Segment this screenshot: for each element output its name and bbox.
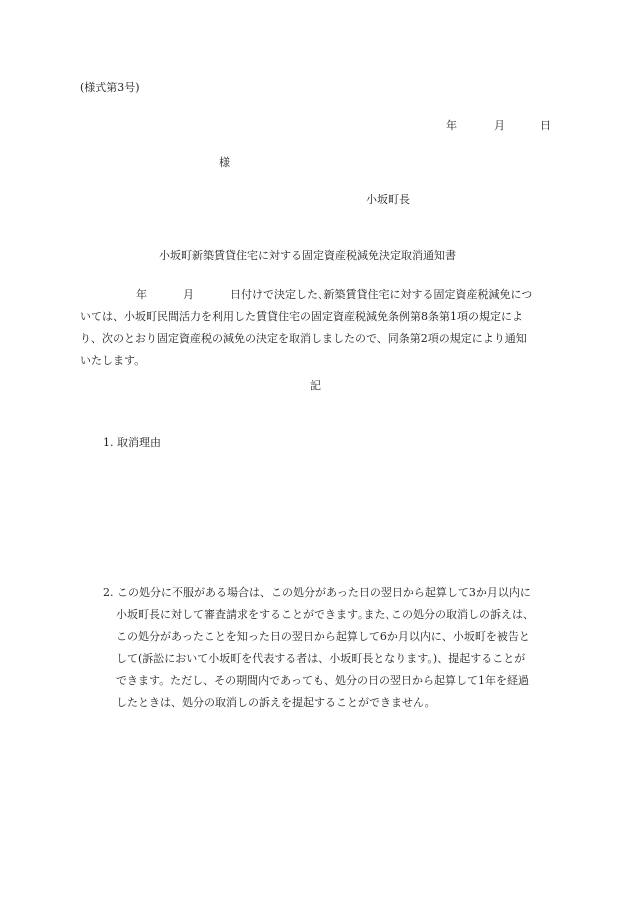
form-number: (様式第3号): [80, 81, 140, 94]
body-line-4: いたします。: [80, 354, 146, 367]
item-2-appeal-notice: [103, 582, 557, 714]
date-day-label: 日: [540, 119, 551, 132]
addressee-suffix: 様: [219, 156, 230, 169]
item-2-line-3: この処分があったことを知った日の翌日から起算して6か月以内に、小坂町を被告と: [116, 630, 530, 643]
item-2-line-5: できます。ただし、その期間内であっても、処分の日の翌日から起算して1年を経過: [116, 674, 530, 687]
item-2-line-1: 2. この処分に不服がある場合は、この処分があった日の翌日から起算して3か月以内に: [103, 586, 531, 599]
date-year-label: 年: [446, 119, 457, 132]
document-title: 小坂町新築賃貸住宅に対する固定資産税減免決定取消通知書: [159, 249, 456, 262]
body-line-1: [80, 284, 555, 306]
body-line-1-text: 日付けで決定した､新築賃貸住宅に対する固定資産税減免につ: [230, 288, 533, 301]
notice-body: [80, 284, 555, 372]
body-month-label: 月: [183, 288, 194, 301]
body-line-2: いては、小坂町民間活力を利用した賃貸住宅の固定資産税減免条例第8条第1項の規定によ: [80, 310, 523, 323]
item-2-line-4: して(訴訟において小坂町を代表する者は、小坂町長となります。)、提起することが: [116, 652, 526, 665]
sender-name: 小坂町長: [366, 193, 410, 206]
body-line-3: り、次のとおり固定資産税の減免の決定を取消しましたので、同条第2項の規定により通知: [80, 332, 527, 345]
item-2-line-6: したときは、処分の取消しの訴えを提起することができません。: [116, 696, 436, 709]
item-2-line-2: 小坂町長に対して審査請求をすることができます｡また､この処分の取消しの訴えは、: [116, 608, 534, 621]
ki-heading: 記: [310, 379, 321, 392]
date-month-label: 月: [494, 119, 505, 132]
item-1-cancellation-reason: 1. 取消理由: [103, 436, 161, 449]
body-year-label: 年: [136, 288, 147, 301]
